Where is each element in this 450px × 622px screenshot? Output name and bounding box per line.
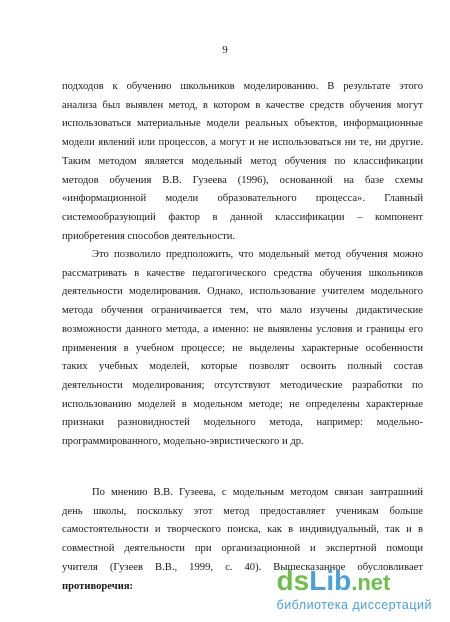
text-line: «информационной модели образовательного процесса». Главный	[62, 193, 423, 205]
text-line: деятельности моделирования. Однако, использование учителем модельного	[62, 286, 423, 298]
text-line: возможности данного метода, а именно: не выявлены условия и границы его	[62, 323, 423, 335]
text-line: методов обучения В.В. Гузеева (1996), основанной на базе схемы	[62, 174, 423, 186]
text-line: признаки разновидностей модельного метода, например: модельно-	[62, 417, 423, 429]
dslib-logo: dsLib.net	[276, 565, 391, 596]
text-line: подходов к обучению школьников моделированию. В результате этого	[62, 81, 423, 92]
text-line: приобретения способов деятельности.	[62, 230, 236, 242]
text-line: таких учебных моделей, которые позволят освоить полный состав	[62, 361, 423, 373]
text-line: анализа был выявлен метод, в котором в качестве средств обучения могут	[62, 99, 423, 111]
text-line: учителя (Гузеев В.В., 1999, с. 40). Вышесказанное обусловливает	[62, 561, 423, 573]
text-line: модели явлений или процессов, а могут и не использоваться ни те, ни другие.	[62, 137, 423, 149]
text-line: программированного, модельно-эвристического и др.	[62, 436, 304, 448]
text-line: системообразующий фактор в данной классификации – компонент	[62, 211, 423, 223]
watermark-logo	[277, 566, 432, 612]
text-line: метода обучения ограничивается тем, что мало изучены дидактические	[62, 305, 423, 317]
text-line: деятельности моделирования; отсутствуют методические разработки по	[62, 379, 423, 391]
page-number: 9	[222, 44, 228, 56]
watermark-subtitle: библиотека диссертаций	[276, 598, 432, 612]
text-line: По мнению В.В. Гузеева, с модельным методом связан завтрашний	[92, 487, 423, 498]
text-line: Таким методом является модельный метод обучения по классификации	[62, 155, 423, 167]
text-line: Это позволило предположить, что модельный метод обучения можно	[92, 249, 423, 260]
text-line: совместной деятельности при организационной и экспертной помощи	[62, 543, 423, 555]
text-line: применения в учебном процессе; не выделены характерные особенности	[62, 342, 423, 354]
text-line: самостоятельности и творческого поиска, как в индивидуальный, так и в	[62, 524, 423, 536]
text-line: день школы, поскольку этот метод предоставляет ученикам больше	[62, 505, 423, 517]
text-line-bold: противоречия:	[62, 580, 134, 592]
text-line: использованию моделей в модельном методе; не определены характерные	[62, 398, 423, 410]
paragraph-1	[62, 78, 423, 246]
text-line: использоваться материальные модели реальных объектов, информационные	[62, 118, 423, 130]
paragraph-2	[62, 246, 423, 452]
text-line: рассматривать в качестве педагогического средства обучения школьников	[62, 267, 423, 279]
